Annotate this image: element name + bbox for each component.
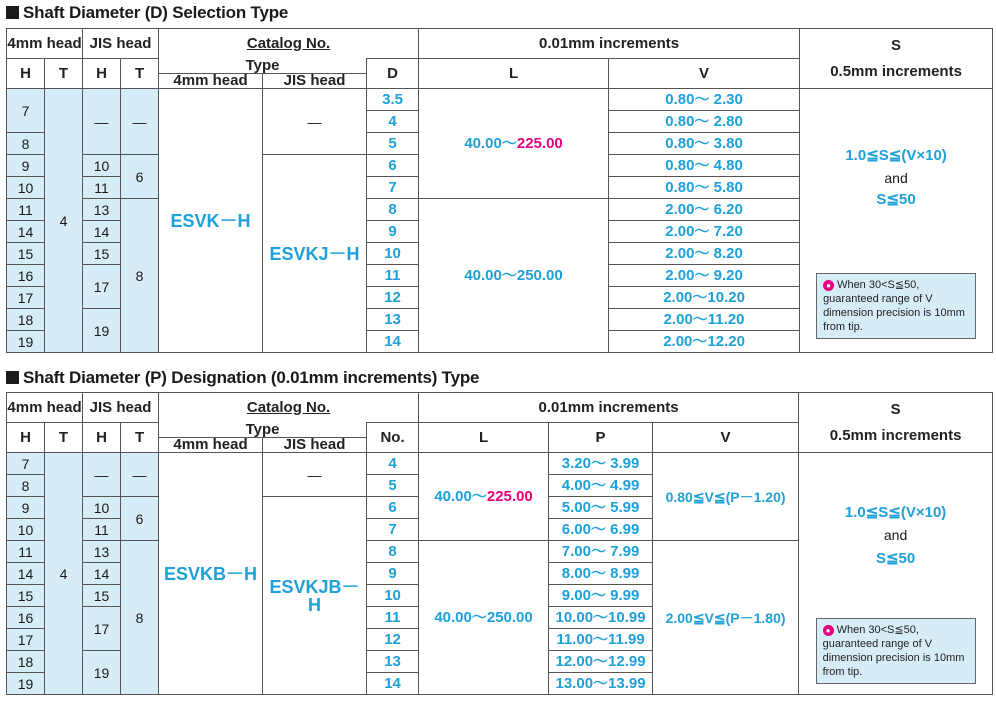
title-text: Shaft Diameter (D) Selection Type bbox=[23, 3, 289, 22]
jis-h-cell: 14 bbox=[83, 563, 121, 585]
s-header bbox=[800, 29, 993, 89]
table-d-selection bbox=[6, 28, 993, 353]
v-cell-1: 0.80≦V≦(P－1.20) bbox=[653, 453, 799, 541]
v-cell: 0.80～ 2.30 bbox=[609, 89, 800, 111]
type-header bbox=[159, 420, 367, 453]
l1b: 225.00 bbox=[516, 134, 563, 152]
jis-t-cell: — bbox=[121, 89, 159, 155]
v-header: V bbox=[653, 423, 799, 453]
h-cell: 16 bbox=[7, 607, 45, 629]
h-cell: 15 bbox=[7, 585, 45, 607]
catjis-dash: — bbox=[263, 453, 367, 497]
s-text-1: 1.0≦S≦(V×10) bbox=[845, 147, 947, 164]
catjis-sub: JIS head bbox=[283, 435, 346, 453]
cat4-sub: 4mm head bbox=[159, 74, 263, 88]
p-cell: 9.00～ 9.99 bbox=[549, 585, 653, 607]
jis-header: JIS head bbox=[83, 393, 159, 423]
inc-header: 0.01mm increments bbox=[419, 29, 800, 59]
jis-header: JIS head bbox=[83, 29, 159, 59]
jis-h-cell: 15 bbox=[83, 243, 121, 265]
p-cell: 12.00～12.99 bbox=[549, 651, 653, 673]
l1a: 40.00～ bbox=[434, 487, 487, 505]
jis-h-header: H bbox=[83, 59, 121, 89]
s-cell bbox=[800, 89, 993, 353]
section-title-2 bbox=[6, 368, 479, 390]
d-cell: 9 bbox=[367, 221, 419, 243]
d-cell: 12 bbox=[367, 287, 419, 309]
p-cell: 8.00～ 8.99 bbox=[549, 563, 653, 585]
v-cell: 2.00～12.20 bbox=[609, 331, 800, 353]
p-cell: 3.20～ 3.99 bbox=[549, 453, 653, 475]
jis-h-cell: 11 bbox=[83, 519, 121, 541]
no-cell: 11 bbox=[367, 607, 419, 629]
jis-h-cell: 13 bbox=[83, 199, 121, 221]
pin-icon: ● bbox=[823, 280, 834, 291]
jis-h-header: H bbox=[83, 423, 121, 453]
h-cell: 8 bbox=[7, 133, 45, 155]
l-cell-1 bbox=[419, 89, 609, 199]
p-cell: 13.00～13.99 bbox=[549, 673, 653, 695]
p-cell: 6.00～ 6.99 bbox=[549, 519, 653, 541]
h-cell: 11 bbox=[7, 541, 45, 563]
type-header bbox=[159, 56, 367, 89]
p-cell: 10.00～10.99 bbox=[549, 607, 653, 629]
s-text-3: S≦50 bbox=[875, 550, 916, 567]
d-cell: 11 bbox=[367, 265, 419, 287]
t-header: T bbox=[45, 59, 83, 89]
jis-h-cell: 19 bbox=[83, 651, 121, 695]
cat4-cell: ESVKB－H bbox=[159, 453, 263, 695]
v-cell: 0.80～ 2.80 bbox=[609, 111, 800, 133]
jis-t-header: T bbox=[121, 423, 159, 453]
section-title-1 bbox=[6, 3, 288, 25]
no-cell: 9 bbox=[367, 563, 419, 585]
s-inc-label: 0.5mm increments bbox=[830, 62, 962, 80]
h-cell: 17 bbox=[7, 629, 45, 651]
h-header: H bbox=[7, 59, 45, 89]
h-cell: 8 bbox=[7, 475, 45, 497]
jis-h-cell: — bbox=[83, 453, 121, 497]
d-cell: 6 bbox=[367, 155, 419, 177]
v-cell: 0.80～ 5.80 bbox=[609, 177, 800, 199]
d-cell: 13 bbox=[367, 309, 419, 331]
d-header: D bbox=[367, 59, 419, 89]
d-cell: 10 bbox=[367, 243, 419, 265]
catjis-cell: ESVKJB－H bbox=[263, 497, 367, 695]
no-header: No. bbox=[367, 423, 419, 453]
pin-icon: ● bbox=[823, 625, 834, 636]
h-cell: 7 bbox=[7, 453, 45, 475]
type-label: Type bbox=[245, 420, 280, 438]
v-header: V bbox=[609, 59, 800, 89]
jis-t-cell: 6 bbox=[121, 497, 159, 541]
no-cell: 10 bbox=[367, 585, 419, 607]
note-text: When 30<S≦50, guaranteed range of V dimension precision is 10mm from tip. bbox=[822, 624, 965, 678]
no-cell: 6 bbox=[367, 497, 419, 519]
h-cell: 10 bbox=[7, 519, 45, 541]
jis-h-cell: 14 bbox=[83, 221, 121, 243]
jis-h-cell: 10 bbox=[83, 155, 121, 177]
s-header bbox=[799, 393, 993, 453]
h-cell: 17 bbox=[7, 287, 45, 309]
d-cell: 7 bbox=[367, 177, 419, 199]
p-cell: 7.00～ 7.99 bbox=[549, 541, 653, 563]
jis-t-cell: 6 bbox=[121, 155, 159, 199]
l-cell-2: 40.00～250.00 bbox=[419, 199, 609, 353]
note-text: When 30<S≦50, guaranteed range of V dimension precision is 10mm from tip. bbox=[823, 279, 965, 333]
s-label: S bbox=[891, 36, 902, 54]
s-text-1: 1.0≦S≦(V×10) bbox=[844, 504, 947, 521]
p-cell: 11.00～11.99 bbox=[549, 629, 653, 651]
t-cell: 4 bbox=[45, 453, 83, 695]
p-cell: 5.00～ 5.99 bbox=[549, 497, 653, 519]
h-cell: 16 bbox=[7, 265, 45, 287]
jis-t-header: T bbox=[121, 59, 159, 89]
head4-header: 4mm head bbox=[7, 29, 83, 59]
catjis-sub: JIS head bbox=[283, 71, 346, 89]
l-header: L bbox=[419, 59, 609, 89]
d-cell: 4 bbox=[367, 111, 419, 133]
jis-h-cell: 19 bbox=[83, 309, 121, 353]
head4-header: 4mm head bbox=[7, 393, 83, 423]
v-cell: 2.00～ 9.20 bbox=[609, 265, 800, 287]
v-cell: 2.00～10.20 bbox=[609, 287, 800, 309]
l1a: 40.00～ bbox=[464, 134, 517, 152]
no-cell: 14 bbox=[367, 673, 419, 695]
catjis-cell: ESVKJ－H bbox=[263, 155, 367, 353]
h-cell: 9 bbox=[7, 155, 45, 177]
catalog-label: Catalog No. bbox=[246, 398, 331, 416]
d-cell: 5 bbox=[367, 133, 419, 155]
h-cell: 14 bbox=[7, 563, 45, 585]
no-cell: 12 bbox=[367, 629, 419, 651]
title-text: Shaft Diameter (P) Designation (0.01mm increments) Type bbox=[23, 368, 480, 387]
p-header: P bbox=[549, 423, 653, 453]
h-header: H bbox=[7, 423, 45, 453]
s-text-2: and bbox=[884, 170, 908, 186]
catalog-header bbox=[159, 393, 419, 423]
square-bullet-icon bbox=[6, 6, 19, 19]
catjis-dash: — bbox=[263, 89, 367, 155]
h-cell: 9 bbox=[7, 497, 45, 519]
d-cell: 8 bbox=[367, 199, 419, 221]
h-cell: 19 bbox=[7, 673, 45, 695]
h-cell: 10 bbox=[7, 177, 45, 199]
jis-h-cell: 11 bbox=[83, 177, 121, 199]
type-label: Type bbox=[245, 56, 280, 74]
note-box bbox=[816, 273, 976, 339]
square-bullet-icon bbox=[6, 371, 19, 384]
jis-h-cell: 17 bbox=[83, 265, 121, 309]
jis-t-cell: 8 bbox=[121, 199, 159, 353]
h-cell: 14 bbox=[7, 221, 45, 243]
t-header: T bbox=[45, 423, 83, 453]
h-cell: 7 bbox=[7, 89, 45, 133]
s-cell bbox=[799, 453, 993, 695]
jis-h-cell: 15 bbox=[83, 585, 121, 607]
v-cell: 0.80～ 4.80 bbox=[609, 155, 800, 177]
h-cell: 11 bbox=[7, 199, 45, 221]
v-cell: 2.00～ 8.20 bbox=[609, 243, 800, 265]
jis-h-cell: 10 bbox=[83, 497, 121, 519]
l-header: L bbox=[419, 423, 549, 453]
no-cell: 7 bbox=[367, 519, 419, 541]
h-cell: 15 bbox=[7, 243, 45, 265]
no-cell: 5 bbox=[367, 475, 419, 497]
s-label: S bbox=[890, 400, 901, 418]
catalog-label: Catalog No. bbox=[246, 34, 331, 52]
inc-header: 0.01mm increments bbox=[419, 393, 799, 423]
t-cell: 4 bbox=[45, 89, 83, 353]
s-text-3: S≦50 bbox=[876, 191, 916, 208]
l-cell-1 bbox=[419, 453, 549, 541]
h-cell: 18 bbox=[7, 309, 45, 331]
table-p-designation bbox=[6, 392, 993, 695]
p-cell: 4.00～ 4.99 bbox=[549, 475, 653, 497]
no-cell: 13 bbox=[367, 651, 419, 673]
no-cell: 8 bbox=[367, 541, 419, 563]
cat4-sub: 4mm head bbox=[159, 438, 263, 452]
s-inc-label: 0.5mm increments bbox=[829, 426, 962, 444]
jis-t-cell: 8 bbox=[121, 541, 159, 695]
l1b: 225.00 bbox=[486, 487, 533, 505]
no-cell: 4 bbox=[367, 453, 419, 475]
d-cell: 14 bbox=[367, 331, 419, 353]
note-box bbox=[816, 618, 976, 684]
cat4-cell: ESVK－H bbox=[159, 89, 263, 353]
jis-h-cell: — bbox=[83, 89, 121, 155]
h-cell: 19 bbox=[7, 331, 45, 353]
catalog-header bbox=[159, 29, 419, 59]
v-cell: 2.00～11.20 bbox=[609, 309, 800, 331]
v-cell-2: 2.00≦V≦(P－1.80) bbox=[653, 541, 799, 695]
jis-t-cell: — bbox=[121, 453, 159, 497]
l-cell-2: 40.00～250.00 bbox=[419, 541, 549, 695]
s-text-2: and bbox=[883, 527, 908, 543]
v-cell: 0.80～ 3.80 bbox=[609, 133, 800, 155]
jis-h-cell: 17 bbox=[83, 607, 121, 651]
d-cell: 3.5 bbox=[367, 89, 419, 111]
v-cell: 2.00～ 7.20 bbox=[609, 221, 800, 243]
jis-h-cell: 13 bbox=[83, 541, 121, 563]
h-cell: 18 bbox=[7, 651, 45, 673]
v-cell: 2.00～ 6.20 bbox=[609, 199, 800, 221]
